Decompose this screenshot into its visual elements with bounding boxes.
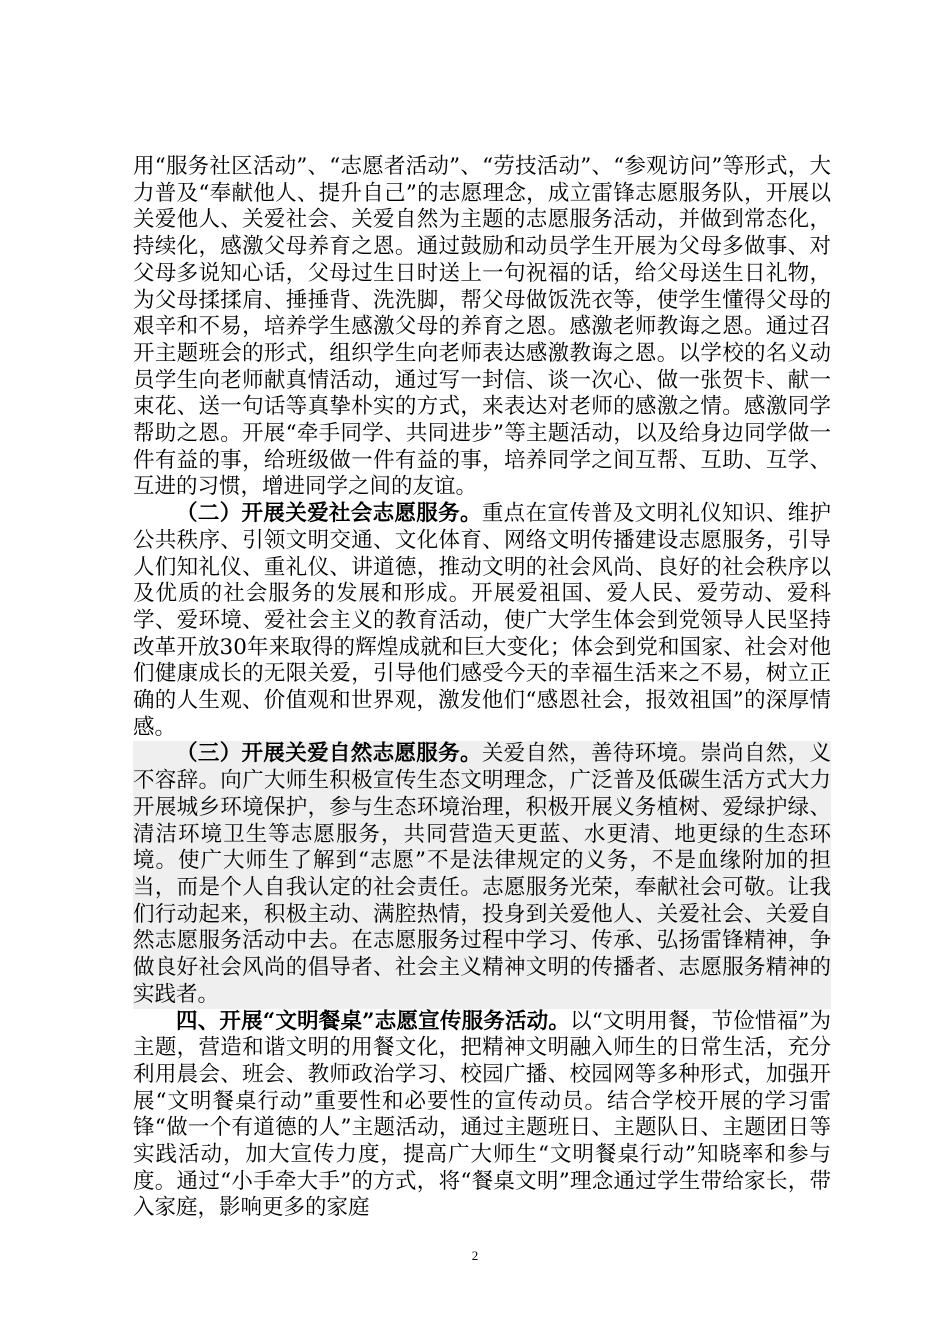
paragraph-civilized-dining: [133, 1009, 831, 1223]
page-number: 2: [471, 1248, 479, 1263]
section-heading-care-society: （二）开展关爱社会志愿服务。: [176, 501, 482, 527]
paragraph-care-society: [133, 501, 831, 741]
paragraph-text: 重点在宣传普及文明礼仪知识、维护公共秩序、引领文明交通、文化体育、网络文明传播建设志愿服务，引导人们知礼仪、重礼仪、讲道德，推动文明的社会风尚、良好的社会秩序以及优质的社会服务的发展和形成。开展爱祖国、爱人民、爱劳动、爱科学、爱环境、爱社会主义的教育活动，使广大学生体会到党领导人民坚持改革开放30年来取得的辉煌成就和巨大变化；体会到党和国家、社会对他们健康成长的无限关爱，引导他们感受今天的幸福生活来之不易，树立正确的人生观、价值观和世界观，激发他们“感恩社会，报效祖国”的深厚情感。: [133, 501, 831, 740]
paragraph-care-nature: [133, 741, 831, 1008]
paragraph-text: 关爱自然，善待环境。崇尚自然，义不容辞。向广大师生积极宣传生态文明理念，广泛普及低碳生活方式大力开展城乡环境保护，参与生态环境治理，积极开展义务植树、爱绿护绿、清洁环境卫生等志愿服务，共同营造天更蓝、水更清、地更绿的生态环境。使广大师生了解到“志愿”不是法律规定的义务，不是血缘附加的担当，而是个人自我认定的社会责任。志愿服务光荣，奉献社会可敬。让我们行动起来，积极主动、满腔热情，投身到关爱他人、关爱社会、关爱自然志愿服务活动中去。在志愿服务过程中学习、传承、弘扬雷锋精神，争做良好社会风尚的倡导者、社会主义精神文明的传播者、志愿服务精神的实践者。: [133, 741, 831, 1007]
paragraph-continuation: [133, 154, 831, 501]
document-body: [133, 154, 831, 1222]
paragraph-text: 用“服务社区活动”、“志愿者活动”、“劳技活动”、“参观访问”等形式，大力普及“奉献他人、提升自己”的志愿理念，成立雷锋志愿服务队，开展以关爱他人、关爱社会、关爱自然为主题的志愿服务活动，并做到常态化，持续化，感激父母养育之恩。通过鼓励和动员学生开展为父母多做事、对父母多说知心话，父母过生日时送上一句祝福的话，给父母送生日礼物，为父母揉揉肩、捶捶背、洗洗脚，帮父母做饭洗衣等，使学生懂得父母的艰辛和不易，培养学生感激父母的养育之恩。感激老师教诲之恩。通过召开主题班会的形式，组织学生向老师表达感激教诲之恩。以学校的名义动员学生向老师献真情活动，通过写一封信、谈一次心、做一张贺卡、献一束花、送一句话等真挚朴实的方式，来表达对老师的感激之情。感激同学帮助之恩。开展“牵手同学、共同进步”等主题活动，以及给身边同学做一件有益的事，给班级做一件有益的事，培养同学之间互帮、互助、互学、互进的习惯，增进同学之间的友谊。: [133, 154, 831, 500]
section-heading-civilized-dining: 四、开展“文明餐桌”志愿宣传服务活动。: [176, 1008, 571, 1034]
paragraph-text: 以“文明用餐，节俭惜福”为主题，营造和谐文明的用餐文化，把精神文明融入师生的日常生活，充分利用晨会、班会、教师政治学习、校园广播、校园网等多种形式，加强开展“文明餐桌行动”重要性和必要性的宣传动员。结合学校开展的学习雷锋“做一个有道德的人”主题活动，通过主题班日、主题队日、主题团日等实践活动，加大宣传力度，提高广大师生“文明餐桌行动”知晓率和参与度。通过“小手牵大手”的方式，将“餐桌文明”理念通过学生带给家长，带入家庭，影响更多的家庭: [133, 1008, 831, 1221]
section-heading-care-nature: （三）开展关爱自然志愿服务。: [176, 741, 482, 767]
